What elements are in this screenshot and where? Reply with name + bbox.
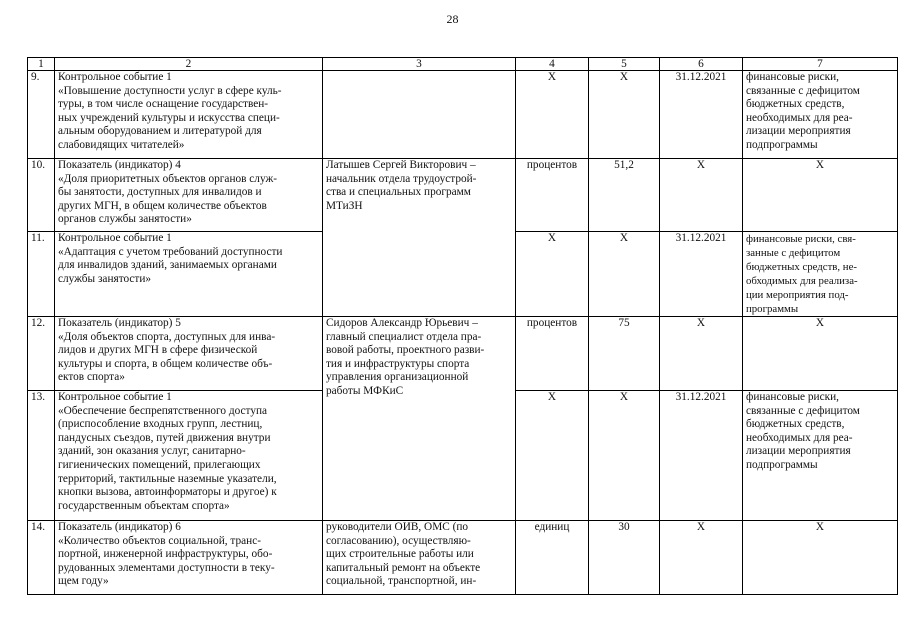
item-line: слабовидящих читателей» [58, 138, 185, 151]
responsible-line: начальник отдела трудоустрой- [326, 172, 477, 185]
value-cell: 30 [589, 521, 660, 595]
item-line: рудованных элементами доступности в теку- [58, 561, 275, 574]
header-cell: 2 [55, 58, 323, 71]
item-line: «Адаптация с учетом требований доступности [58, 245, 283, 258]
risk-line: занные с дефицитом [746, 247, 841, 259]
risk-line: бюджетных средств, [746, 418, 845, 431]
item-line: лидов и других МГН в сфере физической [58, 344, 258, 357]
date-cell: X [660, 159, 743, 232]
risk-cell: X [743, 159, 898, 232]
table-row [28, 159, 898, 232]
row-number: 14. [28, 521, 55, 595]
risk-line: бюджетных средств, не- [746, 261, 857, 273]
responsible-line: главный специалист отдела пра- [326, 330, 482, 343]
item-cell [55, 71, 323, 159]
item-line: «Доля объектов спорта, доступных для инва- [58, 330, 276, 343]
item-line: гигиенических помещений, прилегающих [58, 458, 261, 471]
item-line: «Повышение доступности услуг в сфере куль- [58, 84, 282, 97]
row-number: 11. [28, 232, 55, 317]
risk-cell [743, 71, 898, 159]
responsible-line: щих строительные работы или [326, 548, 474, 561]
item-line: зданий, зон оказания услуг, санитарно- [58, 445, 246, 458]
risk-line: связанные с дефицитом [746, 404, 860, 417]
header-cell: 1 [28, 58, 55, 71]
indicators-table [27, 57, 898, 595]
responsible-line: Сидоров Александр Юрьевич – [326, 317, 478, 329]
item-cell [55, 159, 323, 232]
item-line: (приспособление входных групп, лестниц, [58, 418, 263, 431]
risk-line: программы [746, 303, 799, 315]
date-cell: 31.12.2021 [660, 71, 743, 159]
responsible-cell [323, 159, 516, 317]
responsible-line: МТиЗН [326, 199, 363, 212]
item-line: Контрольное событие 1 [58, 232, 172, 244]
value-cell: 51,2 [589, 159, 660, 232]
header-row [28, 58, 898, 71]
header-cell: 3 [323, 58, 516, 71]
item-line: Показатель (индикатор) 5 [58, 317, 181, 329]
item-line: щем году» [58, 575, 109, 588]
unit-cell: X [516, 71, 589, 159]
risk-line: бюджетных средств, [746, 98, 845, 111]
risk-line: ции мероприятия под- [746, 289, 849, 301]
row-number: 10. [28, 159, 55, 232]
item-line: кнопки вызова, автоинформаторы и другое) к [58, 486, 277, 499]
date-cell: X [660, 317, 743, 391]
unit-cell: процентов [516, 317, 589, 391]
item-line: ных учреждений культуры и искусства специ- [58, 111, 280, 124]
date-cell: 31.12.2021 [660, 391, 743, 521]
item-line: службы занятости» [58, 272, 152, 285]
risk-cell [743, 232, 898, 317]
page-number: 28 [446, 12, 459, 26]
item-line: культуры и спорта, в общем количестве объ- [58, 357, 273, 370]
item-line: для инвалидов зданий, занимаемых органами [58, 259, 277, 272]
table-row [28, 71, 898, 159]
responsible-line: капитальный ремонт на объекте [326, 561, 481, 574]
unit-cell: единиц [516, 521, 589, 595]
item-line: территорий, тактильные наземные указатели, [58, 472, 277, 485]
responsible-cell [323, 317, 516, 521]
item-line: государственным объектам спорта» [58, 499, 230, 512]
risk-line: лизации мероприятия [746, 125, 851, 138]
responsible-line: работы МФКиС [326, 384, 404, 397]
header-cell: 4 [516, 58, 589, 71]
risk-line: подпрограммы [746, 138, 818, 151]
responsible-line: управления организационной [326, 371, 469, 384]
responsible-cell [323, 71, 516, 159]
item-line: альным оборудованием и литературой для [58, 125, 262, 138]
risk-cell: X [743, 521, 898, 595]
risk-cell [743, 391, 898, 521]
risk-line: необходимых для реа- [746, 431, 853, 444]
item-cell [55, 317, 323, 391]
risk-line: финансовые риски, [746, 391, 839, 403]
date-cell: X [660, 521, 743, 595]
header-cell: 5 [589, 58, 660, 71]
responsible-line: социальной, транспортной, ин- [326, 575, 477, 588]
item-line: «Обеспечение беспрепятственного доступа [58, 404, 268, 417]
responsible-line: Латышев Сергей Викторович – [326, 159, 476, 171]
row-number: 12. [28, 317, 55, 391]
row-number: 13. [28, 391, 55, 521]
risk-cell: X [743, 317, 898, 391]
table-row [28, 521, 898, 595]
risk-line: подпрограммы [746, 458, 818, 471]
header-cell: 7 [743, 58, 898, 71]
risk-line: связанные с дефицитом [746, 84, 860, 97]
responsible-line: ства и специальных программ [326, 186, 471, 199]
table-row [28, 317, 898, 391]
item-line: ектов спорта» [58, 371, 125, 384]
item-line: органов службы занятости» [58, 213, 192, 226]
item-line: туры, в том числе оснащение государствен- [58, 98, 269, 111]
item-line: «Доля приоритетных объектов органов служ- [58, 172, 278, 185]
item-line: других МГН, в общем количестве объектов [58, 199, 267, 212]
item-line: бы занятости, доступных для инвалидов и [58, 186, 262, 199]
unit-cell: процентов [516, 159, 589, 232]
value-cell: X [589, 71, 660, 159]
item-line: портной, инженерной инфраструктуры, обо- [58, 548, 273, 561]
date-cell: 31.12.2021 [660, 232, 743, 317]
item-line: Показатель (индикатор) 6 [58, 521, 181, 533]
responsible-line: тия и инфраструктуры спорта [326, 357, 470, 370]
item-cell [55, 521, 323, 595]
unit-cell: X [516, 232, 589, 317]
item-cell [55, 391, 323, 521]
item-line: Показатель (индикатор) 4 [58, 159, 181, 171]
responsible-cell [323, 521, 516, 595]
unit-cell: X [516, 391, 589, 521]
item-cell [55, 232, 323, 317]
risk-line: финансовые риски, [746, 71, 839, 83]
risk-line: обходимых для реализа- [746, 275, 858, 287]
risk-line: финансовые риски, свя- [746, 233, 856, 245]
value-cell: X [589, 391, 660, 521]
item-line: пандусных съездов, путей движения внутри [58, 431, 271, 444]
row-number: 9. [28, 71, 55, 159]
responsible-line: руководители ОИВ, ОМС (по [326, 521, 469, 533]
item-line: Контрольное событие 1 [58, 71, 172, 83]
value-cell: X [589, 232, 660, 317]
responsible-line: вовой работы, проектного разви- [326, 344, 485, 357]
value-cell: 75 [589, 317, 660, 391]
risk-line: лизации мероприятия [746, 445, 851, 458]
risk-line: необходимых для реа- [746, 111, 853, 124]
item-line: Контрольное событие 1 [58, 391, 172, 403]
header-cell: 6 [660, 58, 743, 71]
responsible-line: согласованию), осуществляю- [326, 534, 471, 547]
item-line: «Количество объектов социальной, транс- [58, 534, 261, 547]
